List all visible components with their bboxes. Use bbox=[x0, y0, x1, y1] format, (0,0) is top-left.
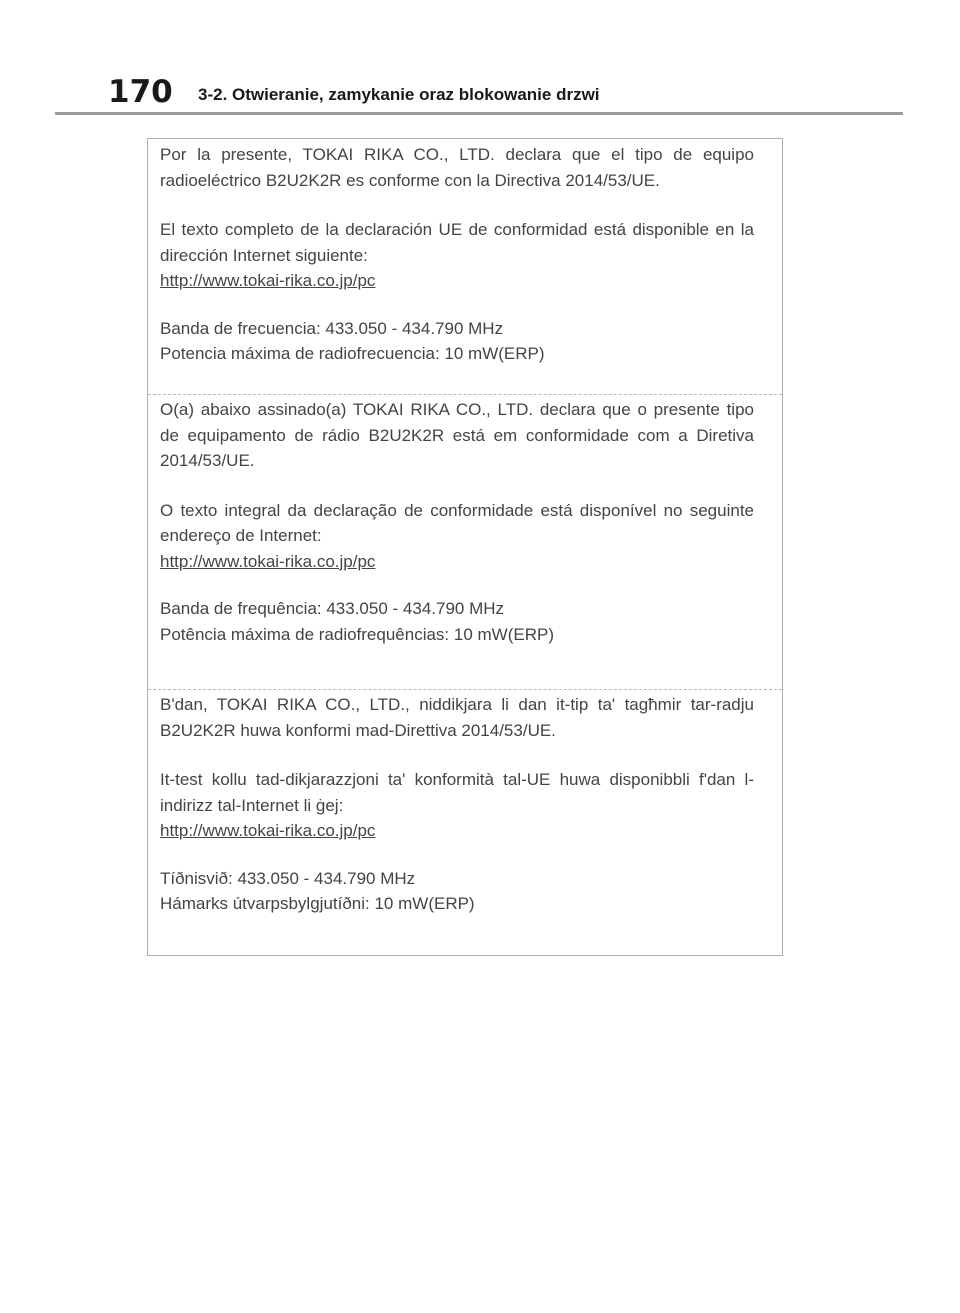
declaration-section-spanish bbox=[148, 142, 782, 396]
declaration-text: O(a) abaixo assinado(a) TOKAI RIKA CO., LTD. declara que o presente tipo de equipamento de rádio B2U2K2R está em conformidade com a Diretiva 2014/53/UE. bbox=[160, 400, 754, 470]
availability-text: O texto integral da declaração de conformidade está disponível no seguinte endereço de Internet: bbox=[160, 500, 754, 545]
declaration-url-link[interactable]: http://www.tokai-rika.co.jp/pc bbox=[160, 271, 376, 290]
declaration-section-maltese bbox=[148, 692, 782, 954]
frequency-band-text: Banda de frecuencia: 433.050 - 434.790 MHz bbox=[160, 318, 504, 338]
max-power-text: Potência máxima de radiofrequências: 10 mW(ERP) bbox=[160, 624, 554, 644]
max-power-text: Hámarks útvarpsbylgjutíðni: 10 mW(ERP) bbox=[160, 894, 475, 913]
declaration-section-portuguese bbox=[148, 397, 782, 689]
declaration-url-link[interactable]: http://www.tokai-rika.co.jp/pc bbox=[160, 551, 376, 571]
frequency-band-text: Banda de frequência: 433.050 - 434.790 MHz bbox=[160, 599, 505, 618]
frequency-band-text: Tíðnisvið: 433.050 - 434.790 MHz bbox=[160, 868, 416, 888]
conformity-notice-box bbox=[147, 138, 783, 956]
max-power-text: Potencia máxima de radiofrecuencia: 10 mW(ERP) bbox=[160, 344, 545, 363]
availability-text: El texto completo de la declaración UE de conformidad está disponible en la dirección Internet siguiente: bbox=[160, 220, 754, 265]
declaration-text: B'dan, TOKAI RIKA CO., LTD., niddikjara li dan it-tip ta' tagħmir tar-radju B2U2K2R huwa konformi mad-Direttiva 2014/53/UE. bbox=[160, 695, 754, 740]
section-divider bbox=[148, 394, 782, 395]
page-number: 170 bbox=[108, 74, 173, 110]
declaration-url-link[interactable]: http://www.tokai-rika.co.jp/pc bbox=[160, 821, 376, 840]
availability-text: It-test kollu tad-dikjarazzjoni ta' konformità tal-UE huwa disponibbli f'dan l-indirizz tal-Internet li ġej: bbox=[160, 770, 754, 815]
page-header bbox=[0, 0, 960, 116]
header-divider bbox=[55, 112, 903, 115]
declaration-text: Por la presente, TOKAI RIKA CO., LTD. declara que el tipo de equipo radioeléctrico B2U2K2R es conforme con la Directiva 2014/53/UE. bbox=[160, 145, 754, 190]
section-divider bbox=[148, 689, 782, 690]
section-title: 3-2. Otwieranie, zamykanie oraz blokowanie drzwi bbox=[198, 85, 600, 104]
